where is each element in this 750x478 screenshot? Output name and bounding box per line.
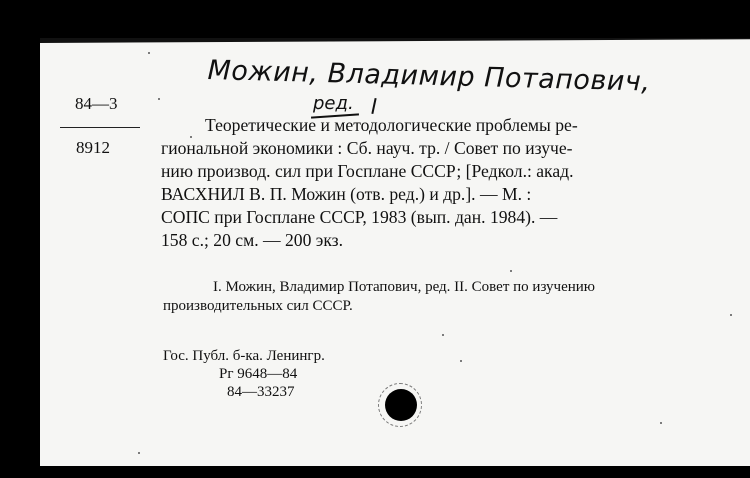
handwritten-editor-role: ред. [313,93,354,114]
added-entries [163,278,733,316]
call-number-top: 84—3 [75,94,118,113]
call-number-bottom: 8912 [76,138,110,157]
tracing-line: I. Можин, Владимир Потапович, ред. II. Совет по изучению [213,279,596,295]
catalog-card [40,38,750,466]
holding-accession: Рг 9648—84 [219,366,298,382]
scan-speck [660,422,662,424]
scan-speck [148,52,150,54]
description-line: гиональной экономики : Сб. науч. тр. / Совет по изуче- [161,138,573,158]
description-line: СОПС при Госплане СССР, 1983 (вып. дан. 1984). — [161,207,558,227]
scan-speck [158,98,160,100]
punch-hole [385,389,417,421]
card-top-edge [40,38,750,43]
tracing-line: производительных сил СССР. [163,298,353,314]
scan-speck [190,136,192,138]
description-line: Теоретические и методологические проблемы ре- [205,115,578,135]
holding-library-block [163,347,325,401]
holding-number: 84—33237 [227,384,295,400]
handwritten-author-heading: Можин, Владимир Потапович, [207,55,651,98]
description-line: ВАСХНИЛ В. П. Можин (отв. ред.) и др.]. — М. : [161,184,532,204]
holding-library: Гос. Публ. б-ка. Ленингр. [163,348,325,364]
description-line: нию производ. сил при Госплане СССР; [Редкол.: акад. [161,161,574,181]
call-number-divider [60,127,140,128]
scan-speck [510,270,512,272]
bibliographic-description [161,114,721,252]
scan-speck [442,334,444,336]
handwritten-pointer-stroke [371,98,376,114]
scan-speck [730,314,732,316]
scan-speck [460,360,462,362]
description-line: 158 с.; 20 см. — 200 экз. [161,230,344,250]
scan-speck [138,452,140,454]
